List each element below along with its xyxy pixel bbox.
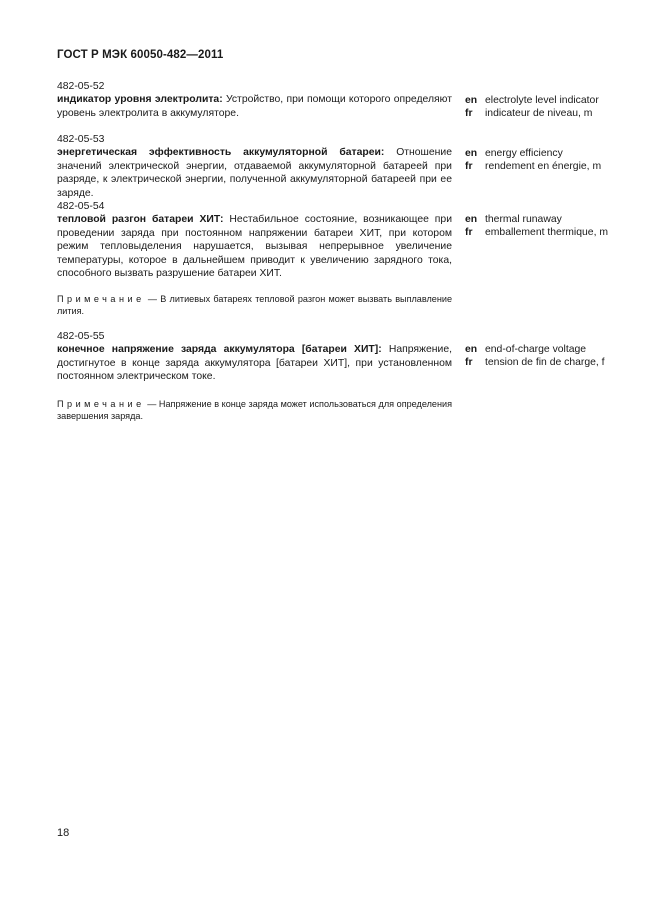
term-entry xyxy=(57,330,452,384)
note-text: — В литиевых батареях тепловой разгон может вызвать выплавление лития. xyxy=(57,294,452,317)
english-term: energy efficiency xyxy=(485,148,563,159)
french-term: tension de fin de charge, f xyxy=(485,356,605,368)
term-number: 482-05-53 xyxy=(57,134,105,145)
term-note xyxy=(57,293,452,318)
term-equivalents xyxy=(465,214,615,239)
english-term: electrolyte level indicator xyxy=(485,95,599,106)
term-equivalents xyxy=(465,344,615,369)
term-equivalents xyxy=(465,148,615,173)
note-label: Примечание xyxy=(57,294,145,304)
term-entry xyxy=(57,200,452,280)
term-entry xyxy=(57,133,452,200)
term-name: конечное напряжение заряда аккумулятора [батареи ХИТ]: xyxy=(57,344,382,356)
term-number: 482-05-54 xyxy=(57,201,105,212)
french-term: emballement thermique, m xyxy=(485,226,609,238)
lang-code-en: en xyxy=(465,95,478,106)
document-header: ГОСТ Р МЭК 60050-482—2011 xyxy=(57,49,224,61)
french-term: indicateur de niveau, m xyxy=(485,107,593,119)
term-name: индикатор уровня электролита: xyxy=(57,94,223,106)
lang-code-fr: fr xyxy=(465,356,473,368)
lang-code-fr: fr xyxy=(465,107,473,119)
term-entry xyxy=(57,80,452,120)
english-term: end-of-charge voltage xyxy=(485,344,587,355)
english-term: thermal runaway xyxy=(485,214,562,225)
term-number: 482-05-52 xyxy=(57,81,105,92)
lang-code-en: en xyxy=(465,344,478,355)
term-number: 482-05-55 xyxy=(57,331,105,342)
term-note xyxy=(57,398,452,423)
term-definition xyxy=(57,146,452,200)
term-name: тепловой разгон батареи ХИТ: xyxy=(57,214,224,226)
definition-text: Отношение значений электрической энергии, отдаваемой аккумуляторной батареей при разряде, к электрической энергии, полученной аккумуляторной батареей при ее заряде. xyxy=(57,147,452,199)
term-equivalents xyxy=(465,95,615,120)
lang-code-en: en xyxy=(465,214,478,225)
french-term: rendement en énergie, m xyxy=(485,160,602,172)
definition-text: Нестабильное состояние, возникающее при проведении заряда при постоянном напряжении батареи ХИТ, при котором режим тепловыделения нарушается, вызывая непрерывное увеличение температуры, которое в дальнейшем приводит к увеличению зарядного тока, способного вызвать разрушение батареи ХИТ. xyxy=(57,214,452,280)
lang-code-fr: fr xyxy=(465,160,473,172)
page-number: 18 xyxy=(57,827,70,839)
definition-text: Напряжение, достигнутое в конце заряда аккумулятора [батареи ХИТ], при установленном постоянном электрическом токе. xyxy=(57,344,452,383)
term-name: энергетическая эффективность аккумуляторной батареи: xyxy=(57,147,385,159)
lang-code-en: en xyxy=(465,148,478,159)
note-text: — Напряжение в конце заряда может использоваться для определения завершения заряда. xyxy=(57,399,452,422)
term-definition xyxy=(57,213,452,280)
term-definition xyxy=(57,93,452,120)
note-label: Примечание xyxy=(57,399,145,409)
term-definition xyxy=(57,343,452,383)
definition-text: Устройство, при помощи которого определяют уровень электролита в аккумуляторе. xyxy=(57,94,452,119)
lang-code-fr: fr xyxy=(465,226,473,238)
